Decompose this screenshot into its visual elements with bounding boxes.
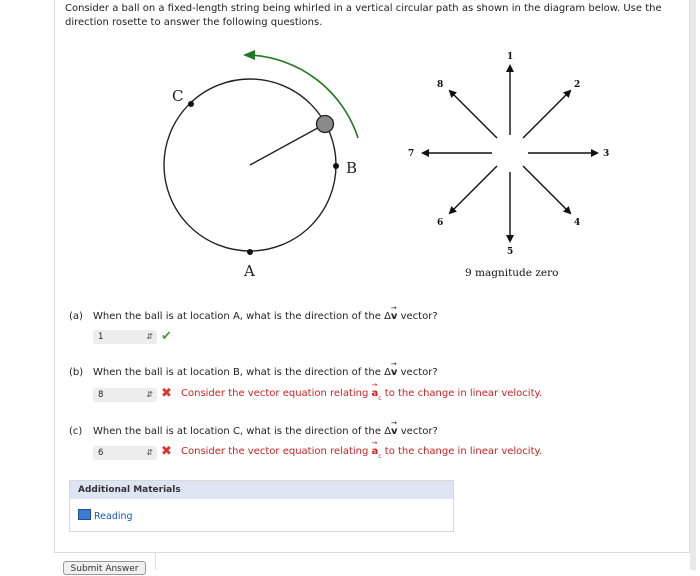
question-a-text-end: vector? [397, 311, 438, 322]
arrow-2 [523, 91, 570, 138]
string-line [250, 124, 325, 165]
hint-b [181, 388, 543, 402]
additional-materials-title: Additional Materials [70, 481, 453, 499]
rosette-label-7: 7 [408, 149, 415, 159]
question-c [69, 426, 438, 437]
rotation-arrow-head [243, 50, 255, 60]
question-b-label: (b) [69, 367, 84, 378]
rosette-zero-label: 9 magnitude zero [465, 267, 559, 279]
rosette-label-1: 1 [507, 52, 514, 62]
ball [317, 116, 334, 133]
correct-check-icon: ✔ [161, 329, 172, 344]
question-c-label: (c) [69, 426, 83, 437]
arrow-6 [450, 166, 497, 213]
circle-diagram [140, 40, 370, 285]
answer-select-a-value: 1 [98, 332, 104, 342]
question-b-text: When the ball is at location B, what is the direction of the [93, 367, 385, 378]
velocity-vector: → v [391, 367, 398, 378]
delta-symbol: Δ [384, 367, 391, 378]
hint-c-text-end: to the change in linear velocity. [381, 446, 543, 457]
hint-c-text: Consider the vector equation relating [181, 446, 372, 457]
footer-divider [155, 552, 689, 570]
label-a: A [244, 262, 255, 280]
answer-select-c[interactable] [93, 446, 157, 460]
accel-subscript: c [378, 395, 382, 402]
point-b [333, 163, 339, 169]
question-a [69, 311, 438, 322]
question-a-text: When the ball is at location A, what is the direction of the [93, 311, 385, 322]
hint-c [181, 446, 543, 460]
reading-link[interactable] [78, 509, 133, 522]
answer-select-b[interactable] [93, 388, 157, 402]
velocity-vector: → v [391, 311, 398, 322]
question-b-text-end: vector? [397, 367, 438, 378]
rosette-label-8: 8 [437, 80, 444, 90]
direction-rosette [400, 40, 630, 285]
accel-vector: → a [372, 388, 379, 399]
rosette-label-3: 3 [603, 149, 610, 159]
label-b: B [346, 159, 358, 177]
point-a [247, 249, 253, 255]
point-c [188, 101, 194, 107]
rosette-label-4: 4 [574, 218, 581, 228]
answer-select-b-value: 8 [98, 390, 104, 400]
arrow-8 [450, 91, 497, 138]
accel-vector: → a [372, 446, 379, 457]
reading-link-label: Reading [94, 511, 133, 522]
scrollbar[interactable] [690, 0, 696, 570]
incorrect-x-icon: ✖ [161, 386, 172, 401]
submit-answer-button[interactable]: Submit Answer [63, 561, 146, 575]
hint-b-text: Consider the vector equation relating [181, 388, 372, 399]
rotation-arrow [250, 55, 358, 138]
accel-subscript: c [378, 453, 382, 460]
question-intro: Consider a ball on a fixed-length string being whirled in a vertical circular path as shown in the diagram below. Use the direction rosette to answer the following questions. [65, 3, 662, 28]
incorrect-x-icon: ✖ [161, 444, 172, 459]
label-c: C [172, 87, 184, 105]
question-b [69, 367, 438, 378]
rosette-label-6: 6 [437, 218, 444, 228]
select-arrows-icon: ⇵ [146, 390, 153, 399]
question-a-label: (a) [69, 311, 83, 322]
rosette-label-5: 5 [507, 247, 514, 257]
select-arrows-icon: ⇵ [146, 448, 153, 457]
additional-materials [69, 480, 454, 532]
question-c-text: When the ball is at location C, what is the direction of the [93, 426, 385, 437]
answer-select-c-value: 6 [98, 448, 104, 458]
delta-symbol: Δ [384, 311, 391, 322]
answer-select-a[interactable] [93, 330, 157, 344]
hint-b-text-end: to the change in linear velocity. [381, 388, 543, 399]
velocity-vector: → v [391, 426, 398, 437]
book-icon [78, 509, 91, 520]
rosette-label-2: 2 [574, 80, 581, 90]
select-arrows-icon: ⇵ [146, 332, 153, 341]
arrow-4 [523, 166, 570, 213]
question-c-text-end: vector? [397, 426, 438, 437]
delta-symbol: Δ [384, 426, 392, 437]
